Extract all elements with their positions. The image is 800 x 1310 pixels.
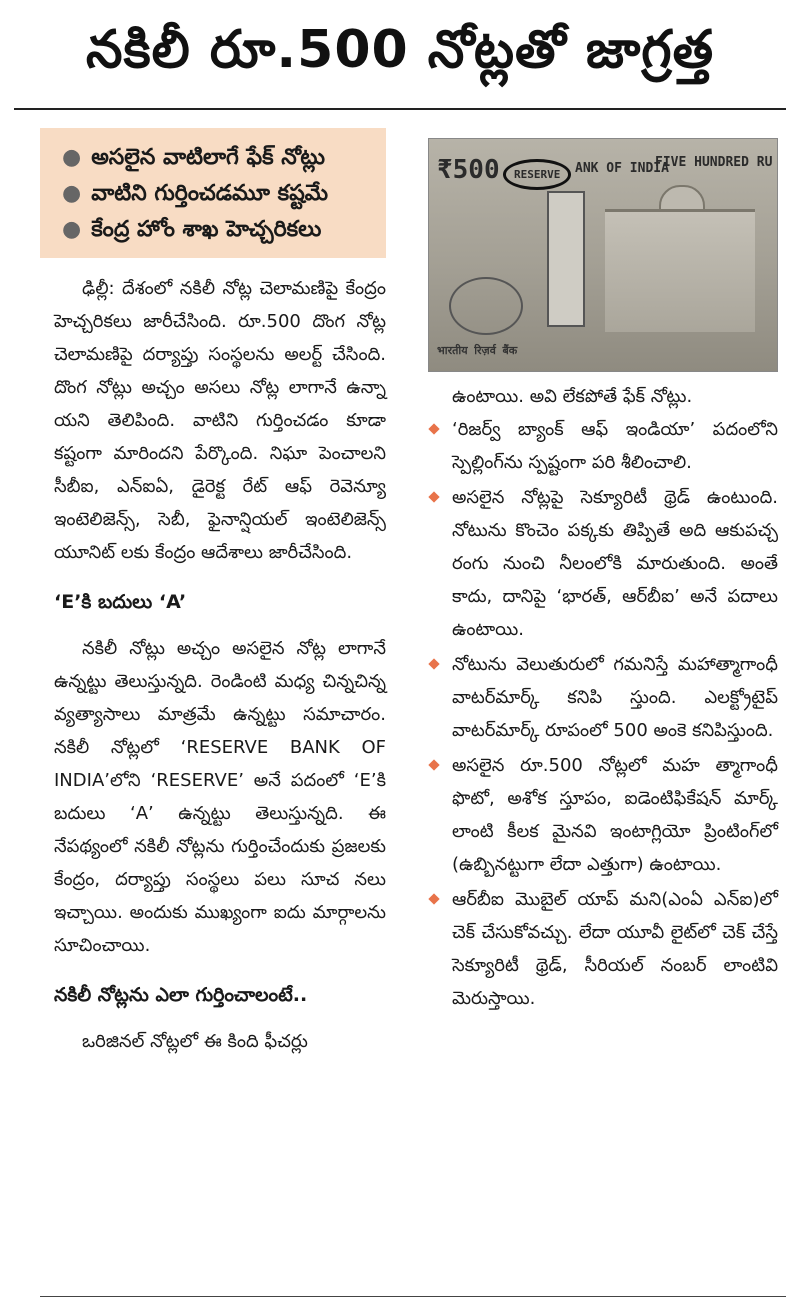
summary-item-1: ● అసలైన వాటిలాగే ఫేక్ నోట్లు bbox=[62, 145, 325, 170]
summary-item-2: ● వాటిని గుర్తించడమూ కష్టమే bbox=[62, 181, 329, 206]
diamond-bullet-icon bbox=[428, 893, 439, 904]
third-paragraph: ఒరిజినల్ నోట్లలో ఈ కింది ఫీచర్లు bbox=[82, 1031, 308, 1052]
right-intro: ఉంటాయి. అవి లేకపోతే ఫేక్ నోట్లు. bbox=[452, 386, 693, 407]
note-reserve-circled: RESERVE bbox=[503, 159, 571, 190]
note-security-panel bbox=[547, 191, 585, 327]
banknote-photo bbox=[428, 138, 778, 372]
bottom-divider bbox=[40, 1296, 786, 1297]
diamond-bullet-icon bbox=[428, 759, 439, 770]
diamond-bullet-icon bbox=[428, 423, 439, 434]
bullet-dot-icon: ● bbox=[62, 145, 82, 170]
second-paragraph: నకిలీ నోట్లు అచ్చం అసలైన నోట్ల లాగానే ఉన్నట్టు తెలుస్తున్నది. రెండింటి మధ్య చిన్నచిన్న వ్యత్యాసాలు మాత్రమే ఉన్నట్టు సమాచారం. నకిలీ నోట్లలో ‘RESERVE BANK OF INDIA’లోని ‘RESERVE’ అనే పదంలో ‘E’కి బదులు ‘A’ ఉన్నట్టు తెలుస్తున్నది. ఈ నేపథ్యంలో నకిలీ నోట్లను గుర్తించేందుకు ప్రజలకు కేంద్రం, దర్యాప్తు సంస్థలు పలు సూచ నలు ఇచ్చాయి. అందుకు ముఖ్యంగా ఐదు మార్గాలను సూచించాయి. bbox=[54, 638, 386, 956]
note-denomination: ₹500 bbox=[437, 155, 500, 185]
bullet-dot-icon: ● bbox=[62, 181, 82, 206]
subheading-e-for-a: ‘E’కి బదులు ‘A’ bbox=[54, 591, 187, 613]
diamond-bullet-icon bbox=[428, 658, 439, 669]
article-columns bbox=[14, 128, 786, 1058]
note-watermark-icon bbox=[449, 277, 523, 335]
note-red-fort-icon bbox=[605, 209, 755, 332]
point-4: అసలైన రూ.500 నోట్లలో మహ త్మాగాంధీ ఫొటో, అశోక స్తూపం, ఐడెంటిఫికేషన్ మార్క్ లాంటి కీలక మైనవి ఇంటాగ్లియో ప్రింటింగ్‌లో (ఉబ్బినట్టుగా లేదా ఎత్తుగా) ఉంటాయి. bbox=[428, 749, 778, 881]
summary-item-3: ● కేంద్ర హోం శాఖ హెచ్చరికలు bbox=[62, 217, 322, 242]
point-2: అసలైన నోట్లపై సెక్యూరిటీ థ్రెడ్ ఉంటుంది. నోటును కొంచెం పక్కకు తిప్పితే అది ఆకుపచ్చ రంగు నుంచి నీలంలోకి మారుతుంది. అంతే కాదు, దానిపై ‘భారత్, ఆర్‌బీఐ’ అనే పదాలు ఉంటాయి. bbox=[428, 481, 778, 646]
point-5: ఆర్‌బీఐ మొబైల్ యాప్ మని(ఎంఏ ఎన్ఐ)లో చెక్ చేసుకోవచ్చు. లేదా యూవీ లైట్‌లో చెక్ చేస్తే సెక్యూరిటీ థ్రెడ్, సీరియల్ నంబర్ లాంటివి మెరుస్తాయి. bbox=[428, 883, 778, 1015]
note-five-hundred-text: FIVE HUNDRED RU bbox=[655, 155, 773, 170]
subheading-how-to-identify: నకిలీ నోట్లను ఎలా గుర్తించాలంటే.. bbox=[54, 984, 308, 1006]
bullet-dot-icon: ● bbox=[62, 217, 82, 242]
right-column bbox=[428, 128, 778, 1058]
left-column bbox=[14, 128, 386, 1058]
diamond-bullet-icon bbox=[428, 491, 439, 502]
note-bank-text: ANK OF INDIA bbox=[575, 161, 669, 176]
point-1: ‘రిజర్వ్ బ్యాంక్ ఆఫ్ ఇండియా’ పదంలోని స్పెల్లింగ్‌ను స్పష్టంగా పరి శీలించాలి. bbox=[428, 413, 778, 479]
note-hindi-caption: भारतीय रिज़र्व बैंक bbox=[437, 344, 518, 357]
summary-box bbox=[40, 128, 386, 258]
point-3: నోటును వెలుతురులో గమనిస్తే మహాత్మాగాంధీ వాటర్‌మార్క్ కనిపి స్తుంది. ఎలక్ట్రోటైప్ వాటర్‌మార్క్ రూపంలో 500 అంకె కనిపిస్తుంది. bbox=[428, 648, 778, 747]
intro-paragraph: ఢిల్లీ: దేశంలో నకిలీ నోట్ల చెలామణిపై కేంద్రం హెచ్చరికలు జారీచేసింది. రూ.500 దొంగ నోట్ల చెలామణిపై దర్యాప్తు సంస్థలను అలర్ట్ చేసింది. దొంగ నోట్లు అచ్చం అసలు నోట్ల లాగానే ఉన్నా యని తెలిపింది. వాటిని గుర్తించడం కూడా కష్టంగా మారిందని పేర్కొంది. నిఘా పెంచాలని సీబీఐ, ఎన్ఐఏ, డైరెక్ట రేట్ ఆఫ్ రెవెన్యూ ఇంటెలిజెన్స్, సెబీ, ఫైనాన్షియల్ ఇంటెలిజెన్స్ యూనిట్ లకు కేంద్రం ఆదేశాలు జారీచేసింది. bbox=[54, 278, 386, 563]
headline: నకిలీ రూ.500 నోట్లతో జాగ్రత్త bbox=[14, 0, 786, 110]
